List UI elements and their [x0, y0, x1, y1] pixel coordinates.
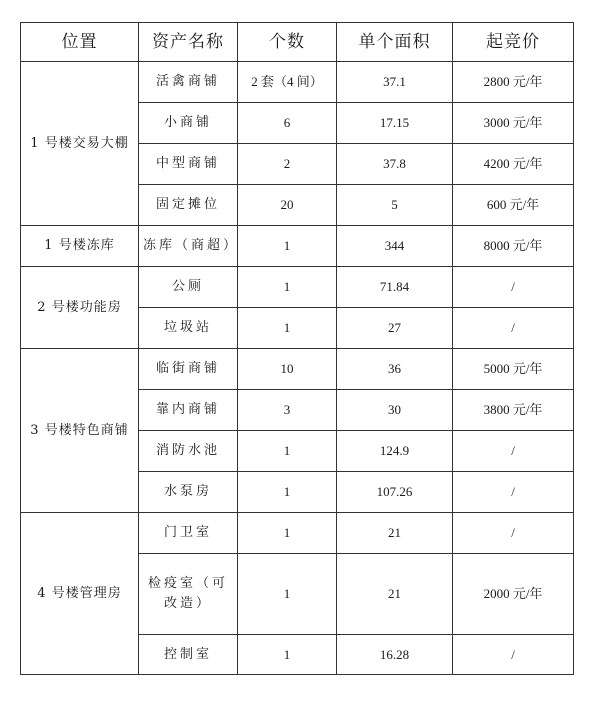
count-cell: 3 — [238, 390, 337, 431]
table-row — [21, 513, 574, 554]
price-cell: 3800 元/年 — [453, 390, 574, 431]
price-cell: 600 元/年 — [453, 185, 574, 226]
area-cell: 21 — [337, 554, 453, 635]
area-cell: 344 — [337, 226, 453, 267]
area-cell: 36 — [337, 349, 453, 390]
count-cell: 1 — [238, 308, 337, 349]
asset-name-cell: 公厕 — [139, 267, 238, 308]
location-cell: 1 号楼冻库 — [21, 226, 139, 267]
price-cell: / — [453, 267, 574, 308]
price-cell: / — [453, 308, 574, 349]
count-cell: 1 — [238, 472, 337, 513]
count-cell: 20 — [238, 185, 337, 226]
asset-name-cell: 门卫室 — [139, 513, 238, 554]
price-cell: / — [453, 635, 574, 675]
count-cell: 1 — [238, 554, 337, 635]
area-cell: 37.8 — [337, 144, 453, 185]
price-cell: 5000 元/年 — [453, 349, 574, 390]
count-cell: 1 — [238, 226, 337, 267]
count-cell: 2 套（4 间） — [238, 62, 337, 103]
asset-name-cell: 靠内商铺 — [139, 390, 238, 431]
price-cell: / — [453, 431, 574, 472]
asset-name-cell: 活禽商铺 — [139, 62, 238, 103]
asset-name-cell: 控制室 — [139, 635, 238, 675]
price-cell: 2000 元/年 — [453, 554, 574, 635]
table-header — [21, 23, 574, 62]
area-cell: 107.26 — [337, 472, 453, 513]
area-cell: 5 — [337, 185, 453, 226]
area-cell: 21 — [337, 513, 453, 554]
asset-name-cell: 小商铺 — [139, 103, 238, 144]
asset-name-cell: 水泵房 — [139, 472, 238, 513]
area-cell: 16.28 — [337, 635, 453, 675]
header-unit-area: 单个面积 — [337, 23, 453, 62]
price-cell: 2800 元/年 — [453, 62, 574, 103]
count-cell: 10 — [238, 349, 337, 390]
asset-name-cell: 固定摊位 — [139, 185, 238, 226]
area-cell: 30 — [337, 390, 453, 431]
price-cell: 3000 元/年 — [453, 103, 574, 144]
header-location: 位置 — [21, 23, 139, 62]
count-cell: 1 — [238, 267, 337, 308]
location-cell: 3 号楼特色商铺 — [21, 349, 139, 513]
price-cell: 8000 元/年 — [453, 226, 574, 267]
table-row — [21, 62, 574, 103]
asset-name-cell: 冻库（商超） — [139, 226, 238, 267]
price-cell: / — [453, 472, 574, 513]
area-cell: 71.84 — [337, 267, 453, 308]
asset-table — [20, 22, 574, 675]
price-cell: / — [453, 513, 574, 554]
asset-name-cell: 检疫室（可改造） — [139, 554, 238, 635]
table-row — [21, 267, 574, 308]
count-cell: 1 — [238, 431, 337, 472]
table-row — [21, 349, 574, 390]
header-count: 个数 — [238, 23, 337, 62]
asset-name-cell: 垃圾站 — [139, 308, 238, 349]
asset-name-cell: 临街商铺 — [139, 349, 238, 390]
header-starting-price: 起竞价 — [453, 23, 574, 62]
count-cell: 2 — [238, 144, 337, 185]
table-body — [21, 62, 574, 675]
area-cell: 124.9 — [337, 431, 453, 472]
area-cell: 17.15 — [337, 103, 453, 144]
area-cell: 37.1 — [337, 62, 453, 103]
header-asset-name: 资产名称 — [139, 23, 238, 62]
count-cell: 1 — [238, 635, 337, 675]
count-cell: 6 — [238, 103, 337, 144]
count-cell: 1 — [238, 513, 337, 554]
area-cell: 27 — [337, 308, 453, 349]
table-row — [21, 226, 574, 267]
price-cell: 4200 元/年 — [453, 144, 574, 185]
location-cell: 2 号楼功能房 — [21, 267, 139, 349]
location-cell: 4 号楼管理房 — [21, 513, 139, 675]
asset-name-cell: 消防水池 — [139, 431, 238, 472]
asset-name-cell: 中型商铺 — [139, 144, 238, 185]
location-cell: 1 号楼交易大棚 — [21, 62, 139, 226]
